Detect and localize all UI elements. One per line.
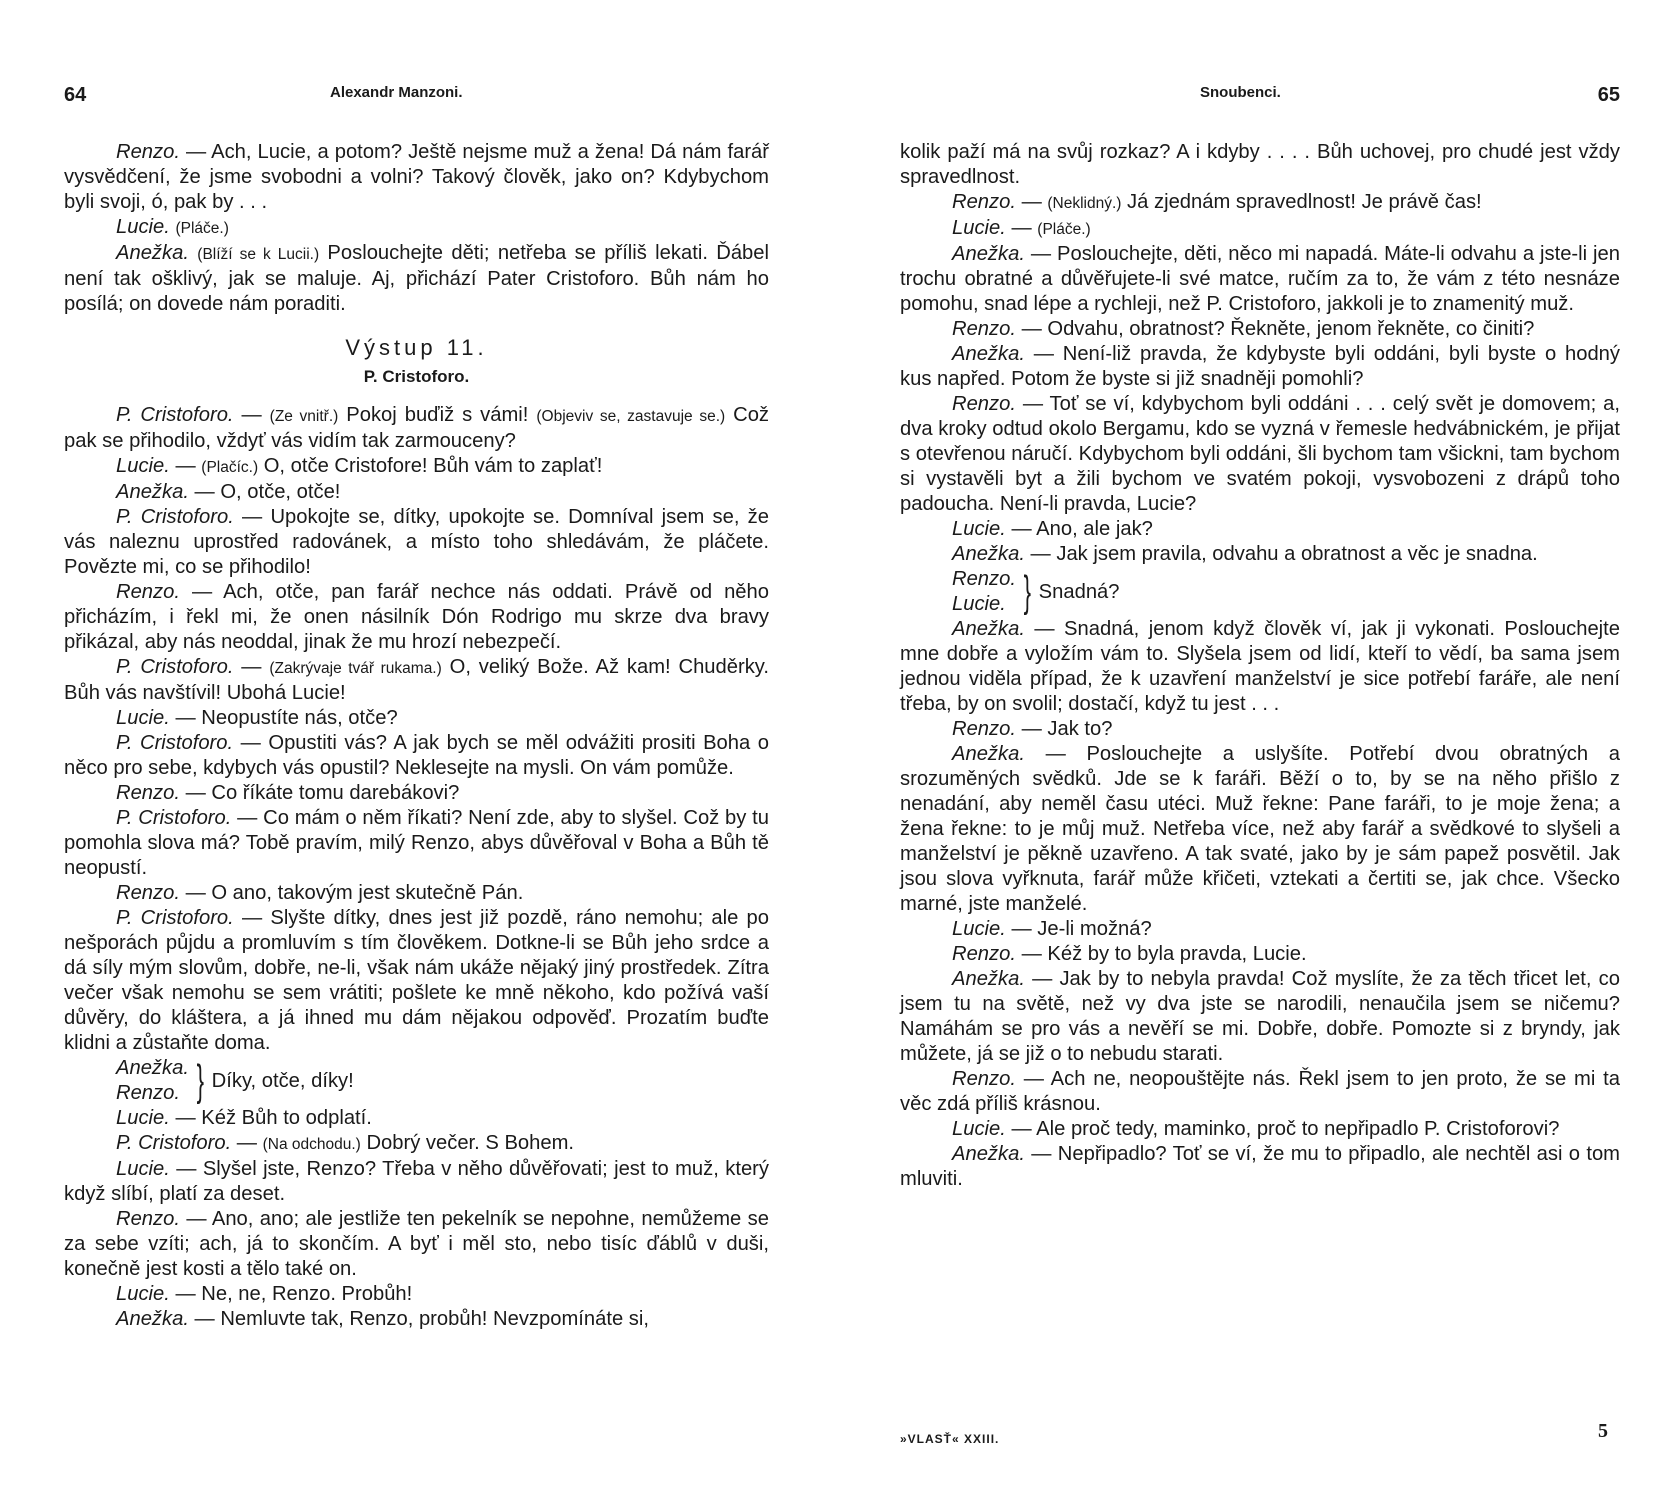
paragraph: Renzo. — (Neklidný.) Já zjednám spravedlnost! Je právě čas! [952,191,1482,213]
paragraph: Renzo. — Odvahu, obratnost? Řekněte, jenom řekněte, co činiti? [952,318,1535,340]
paragraph: Anežka. — O, otče, otče! [116,481,341,503]
paragraph: Lucie. (Pláče.) [116,216,229,238]
paragraph: Renzo. — Ano, ano; ale jestliže ten pekelník se nepohne, nemůžeme se za sebe vzíti; ach, já to skončím. A byť i měl sto, nebo tisíc ďáblů v duši, konečně jest kosti a tělo také on. [64,1208,769,1280]
paragraph: Lucie. — Ale proč tedy, maminko, proč to nepřipadlo P. Cristoforovi? [952,1118,1560,1140]
paragraph: P. Cristoforo. — Upokojte se, dítky, upokojte se. Domníval jsem se, že vás naleznu uprostřed radovánek, a místo toho shledávám, že pláčete. Povězte mi, co se přihodilo! [64,506,769,578]
paragraph: Renzo. — Ach, otče, pan farář nechce nás oddati. Právě od něho přicházím, i řekl mi, že onen násilník Dón Rodrigo mu skrze dva bravy přikázal, aby nás neoddal, jinak že mu hrozí nebezpečí. [64,581,769,653]
paragraph: P. Cristoforo. — (Zakrývaje tvář rukama.) O, veliký Bože. Až kam! Chuděrky. Bůh vás navštívil! Ubohá Lucie! [64,656,770,704]
paragraph: Anežka. — Poslouchejte, děti, něco mi napadá. Máte-li odvahu a jste-li jen trochu obratné a důvěřujete-li své matce, ručím za to, že vám z této nesnáze pomohu, snad lépe a rychleji, než P. Cristoforo, jakkoli je to znamenitý muž. [900,243,1620,315]
paragraph: Lucie. — Neopustíte nás, otče? [116,707,398,729]
page-number-right: 65 [1597,84,1620,106]
paragraph: Renzo. — Jak to? [952,718,1113,740]
paragraph: Renzo. — O ano, takovým jest skutečně Pán. [116,882,524,904]
signature-mark: »VLASŤ« XXIII. [900,1432,1000,1446]
speaker-names: Renzo. Lucie. [952,568,1016,615]
left-page [0,0,830,1500]
scene-subtitle: P. Cristoforo. [363,367,470,386]
paragraph: Anežka. — Jak by to nebyla pravda! Což myslíte, že za těch třicet let, co jsem tu na světě, než vy dva jste se narodili, nenaučila jsem se ničemu? Namáhám se pro vás a nevěří se mi. Dobře, dobře. Pomozte si z bryndy, jak můžete, já se již o to nebudu starati. [900,968,1620,1065]
paragraph: Anežka. — Snadná, jenom když člověk ví, jak ji vykonati. Poslouchejte mne dobře a vyložím vám to. Slyšela jsem od lidí, kteří to vědí, ba sama jsem jednou viděla případ, že k uzavření manželství je sice potřebí faráře, ale není třeba, by on svolil; dostačí, když tu jest . . . [900,618,1620,715]
paragraph: P. Cristoforo. — Slyšte dítky, dnes jest již pozdě, ráno nemohu; ale po nešporách půjdu a promluvím s tím člověkem. Dotkne-li se Bůh jeho srdce a dá síly mým slovům, dobře, ne-li, však nám ukáže nějaký jiný prostředek. Zítra večer však nemohu se sem vrátiti; pošlete ke mně někoho, kdo požívá vaší důvěry, do kláštera, a já ihned mu dám nějakou odpověď. Prozatím buďte klidni a zůstaňte doma. [64,907,769,1054]
paragraph: P. Cristoforo. — (Ze vnitř.) Pokoj buďiž s vámi! (Objeviv se, zastavuje se.) Což pak se přihodilo, vždyť vás vidím tak zarmouceny? [64,404,770,452]
paragraph: Lucie. — (Plačíc.) O, otče Cristofore! Bůh vám to zaplať! [116,455,603,477]
running-head-right: Snoubenci. [1200,84,1281,101]
paragraph: Renzo. — Ach, Lucie, a potom? Ještě nejsme muž a žena! Dá nám farář vysvědčení, že jsme svobodni a volni? Takový člověk, jako on? Kdybychom byli svoji, ó, pak by . . . [64,141,769,213]
joint-speakers: Renzo. Lucie. } Snadná? [952,567,1120,616]
brace-icon: } [196,1056,204,1105]
paragraph: Lucie. — Ano, ale jak? [952,518,1153,540]
right-page [870,0,1670,1500]
paragraph: Lucie. — Ne, ne, Renzo. Probůh! [116,1283,413,1305]
paragraph: Lucie. — Slyšel jste, Renzo? Třeba v něho důvěřovati; jest to muž, který když slíbí, platí za deset. [64,1158,769,1205]
paragraph: P. Cristoforo. — (Na odchodu.) Dobrý večer. S Bohem. [116,1132,575,1154]
paragraph: Anežka. — Nepřipadlo? Toť se ví, že mu to připadlo, ale nechtěl asi o tom mluviti. [900,1143,1620,1190]
running-head-left: Alexandr Manzoni. [330,84,463,101]
paragraph: P. Cristoforo. — Opustiti vás? A jak bych se měl odvážiti prositi Boha o něco pro sebe, kdybych vás opustil? Neklesejte na mysli. On vám pomůže. [64,732,769,779]
paragraph: Renzo. — Co říkáte tomu darebákovi? [116,782,460,804]
page-number-left: 64 [64,84,87,106]
left-text-column [64,140,769,1332]
sheet-number: 5 [1598,1420,1608,1442]
joint-speakers: Anežka. Renzo. } Díky, otče, díky! [116,1056,354,1105]
brace-icon: } [1023,567,1031,616]
paragraph: Renzo. — Kéž by to byla pravda, Lucie. [952,943,1307,965]
paragraph: Anežka. — Poslouchejte a uslyšíte. Potřebí dvou obratných a srozuměných svědků. Jde se k faráři. Běží o to, by se na něho přišlo z nenadání, aby neměl času utéci. Muž řekne: Pane faráři, to je moje žena; a žena řekne: to je můj muž. Netřeba více, než aby farář a svědkové to slyšeli a manželství je pěkně uzavřeno. A tak svaté, jako by je sám papež posvětil. Jak jsou slova vyřknuta, farář může křičeti, vztekati a čertiti se, jak chce. Všecko marné, jste manželé. [900,743,1620,915]
paragraph: Lucie. — Je-li možná? [952,918,1152,940]
paragraph: Anežka. — Není-liž pravda, že kdybyste byli oddáni, byli byste o hodný kus napřed. Potom že byste si již snadněji pomohli? [900,343,1620,390]
paragraph: Renzo. — Ach ne, neopouštějte nás. Řekl jsem to jen proto, že se mi ta věc zdá příliš krásnou. [900,1068,1620,1115]
paragraph: Lucie. — Kéž Bůh to odplatí. [116,1107,372,1129]
right-text-column [900,140,1620,1192]
scene-title: Výstup 11. [345,335,488,360]
speaker-names: Anežka. Renzo. [116,1057,189,1104]
paragraph: Renzo. — Toť se ví, kdybychom byli oddáni . . . celý svět je domovem; a, dva kroky odtud okolo Bergamu, kdo se vyzná v řemesle hedvábnickém, je přijat s otevřenou náručí. Kdybychom byli oddáni, šli bychom tam všickni, tam bychom si vystavěli byt a žili bychom ve svatém pokoji, vysvobozeni z drápů toho padoucha. Není-li pravda, Lucie? [900,393,1620,515]
paragraph: Anežka. — Jak jsem pravila, odvahu a obratnost a věc je snadna. [952,543,1538,565]
paragraph: kolik paží má na svůj rozkaz? A i kdyby . . . . Bůh uchovej, pro chudé jest vždy spravedlnost. [900,141,1620,188]
paragraph: Anežka. (Blíží se k Lucii.) Poslouchejte děti; netřeba se příliš lekati. Ďábel není tak ošklivý, jak se maluje. Aj, přichází Pater Cristoforo. Bůh nám ho posílá; on dovede nám poraditi. [64,242,769,315]
paragraph: P. Cristoforo. — Co mám o něm říkati? Není zde, aby to slyšel. Což by tu pomohla slova má? Tobě pravím, milý Renzo, abys důvěřoval v Boha a Bůh tě neopustí. [64,807,769,879]
paragraph: Anežka. — Nemluvte tak, Renzo, probůh! Nevzpomínáte si, [116,1308,649,1330]
paragraph: Lucie. — (Pláče.) [952,217,1091,239]
